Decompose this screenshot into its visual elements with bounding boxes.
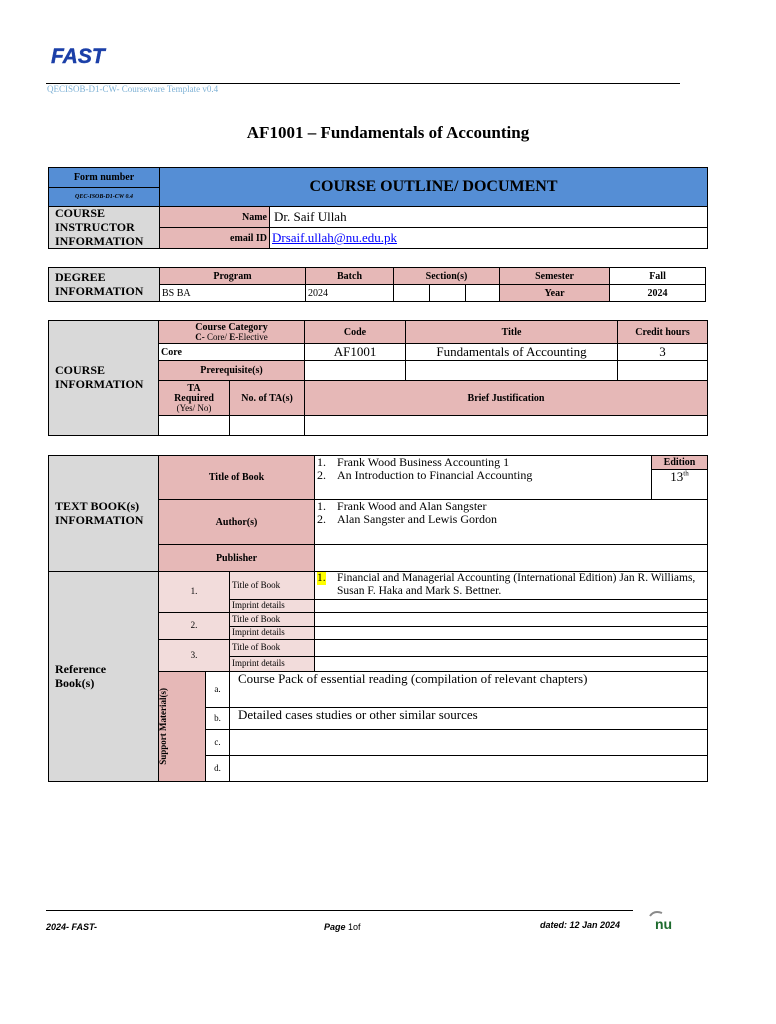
reference-imprint-value-1 bbox=[315, 600, 708, 613]
sections-label: Section(s) bbox=[394, 268, 500, 285]
textbook-title-label: Title of Book bbox=[159, 456, 315, 500]
course-outline-heading: COURSE OUTLINE/ DOCUMENT bbox=[160, 168, 708, 207]
ta-required-value bbox=[159, 416, 230, 436]
textbook-label-1: TEXT BOOK(s) bbox=[55, 498, 140, 513]
name-value: Dr. Saif Ullah bbox=[270, 207, 708, 228]
code-value: AF1001 bbox=[305, 344, 406, 361]
ta-count-label: No. of TA(s) bbox=[230, 381, 305, 416]
degree-label-2: INFORMATION bbox=[55, 283, 144, 298]
section-cell-3 bbox=[466, 285, 500, 302]
template-reference: QECISOB-D1-CW- Courseware Template v0.4 bbox=[47, 84, 219, 94]
ta-label-1: TA bbox=[187, 382, 201, 394]
prerequisite-value-1 bbox=[305, 361, 406, 381]
justification-value bbox=[305, 416, 708, 436]
textbook-label-2: INFORMATION bbox=[55, 512, 144, 527]
year-label: Year bbox=[500, 285, 610, 302]
program-label: Program bbox=[160, 268, 306, 285]
footer-page-of: of bbox=[353, 922, 361, 932]
degree-label-1: DEGREE bbox=[55, 269, 106, 284]
section-cell-1 bbox=[394, 285, 430, 302]
footer-page bbox=[324, 922, 361, 932]
degree-table bbox=[48, 267, 706, 302]
year-value: 2024 bbox=[610, 285, 706, 302]
support-letter-d: d. bbox=[206, 756, 230, 782]
footer-page-label: Page bbox=[324, 922, 349, 932]
category-value: Core bbox=[159, 344, 305, 361]
document-title: AF1001 – Fundamentals of Accounting bbox=[246, 123, 530, 142]
publisher-label: Publisher bbox=[159, 545, 315, 572]
batch-label: Batch bbox=[306, 268, 394, 285]
email-link[interactable]: Drsaif.ullah@nu.edu.pk bbox=[272, 230, 397, 246]
author-2: 2. Alan Sangster and Lewis Gordon bbox=[317, 512, 497, 527]
category-note-c: C- bbox=[195, 331, 205, 342]
prerequisite-value-3 bbox=[618, 361, 708, 381]
credit-hours-label: Credit hours bbox=[618, 321, 708, 344]
code-label: Code bbox=[305, 321, 406, 344]
support-letter-a: a. bbox=[206, 672, 230, 708]
form-number-label: Form number bbox=[49, 168, 160, 188]
reference-book-1: 1. Financial and Managerial Accounting (International Edition) Jan R. Williams, Susan F. Haka and Mark S. Bettner. bbox=[317, 572, 696, 597]
instructor-table bbox=[48, 167, 708, 249]
books-table bbox=[48, 455, 708, 782]
credit-hours-value: 3 bbox=[618, 344, 708, 361]
form-number-value: QEC-ISOB-D1-CW 0.4 bbox=[49, 188, 160, 207]
reference-num-3: 3. bbox=[159, 640, 230, 672]
course-label-1: COURSE bbox=[55, 363, 106, 378]
instructor-label: COURSE INSTRUCTOR INFORMATION bbox=[49, 207, 160, 249]
footer-dated: dated: 12 Jan 2024 bbox=[540, 920, 621, 930]
support-item-b: Detailed cases studies or other similar sources bbox=[230, 708, 708, 730]
support-material-label: Support Material(s) bbox=[158, 688, 168, 765]
svg-text:nu: nu bbox=[655, 916, 673, 932]
edition-value: 13th bbox=[652, 470, 708, 500]
program-value: BS BA bbox=[160, 285, 306, 302]
support-item-d bbox=[230, 756, 708, 782]
category-note-elective: Elective bbox=[238, 331, 268, 342]
semester-label: Semester bbox=[500, 268, 610, 285]
author-1: 1. Frank Wood and Alan Sangster bbox=[317, 499, 487, 513]
reference-imprint-value-2 bbox=[315, 627, 708, 640]
reference-title-label-3: Title of Book bbox=[230, 640, 315, 657]
reference-num-1: 1. bbox=[159, 572, 230, 613]
reference-label-2: Book(s) bbox=[55, 675, 95, 690]
textbook-title-1: 1. Frank Wood Business Accounting 1 bbox=[317, 455, 510, 469]
category-note-e: E- bbox=[229, 331, 239, 342]
reference-title-label-1: Title of Book bbox=[230, 572, 315, 600]
footer-left: 2024- FAST- bbox=[46, 922, 98, 932]
support-letter-b: b. bbox=[206, 708, 230, 730]
footer-rule bbox=[46, 910, 633, 911]
justification-label: Brief Justification bbox=[305, 381, 708, 416]
category-label: Course Category bbox=[195, 321, 268, 333]
edition-label: Edition bbox=[652, 456, 708, 470]
ta-count-value bbox=[230, 416, 305, 436]
reference-imprint-label-1: Imprint details bbox=[230, 600, 315, 613]
course-table bbox=[48, 320, 708, 436]
reference-title-label-2: Title of Book bbox=[230, 613, 315, 627]
reference-title-value-2 bbox=[315, 613, 708, 627]
publisher-value bbox=[315, 545, 708, 572]
batch-value: 2024 bbox=[306, 285, 394, 302]
support-item-c bbox=[230, 730, 708, 756]
section-cell-2 bbox=[430, 285, 466, 302]
textbook-title-2: 2. An Introduction to Financial Accounting bbox=[317, 468, 533, 483]
ta-label-2: Required bbox=[174, 392, 214, 404]
semester-value: Fall bbox=[610, 268, 706, 285]
fast-logo bbox=[50, 42, 105, 68]
title-label: Title bbox=[406, 321, 618, 344]
course-label-2: INFORMATION bbox=[55, 377, 144, 391]
category-note-core: Core/ bbox=[204, 331, 230, 342]
reference-imprint-label-2: Imprint details bbox=[230, 627, 315, 640]
nu-logo bbox=[648, 910, 676, 932]
prerequisite-label: Prerequisite(s) bbox=[159, 361, 305, 381]
name-label: Name bbox=[160, 207, 270, 228]
reference-num-2: 2. bbox=[159, 613, 230, 640]
support-item-a: Course Pack of essential reading (compilation of relevant chapters) bbox=[230, 672, 708, 708]
ta-label-3: (Yes/ No) bbox=[176, 402, 212, 413]
reference-imprint-label-3: Imprint details bbox=[230, 657, 315, 672]
footer-page-num: 1 bbox=[348, 922, 354, 932]
svg-text:FAST: FAST bbox=[51, 45, 105, 68]
email-label: email ID bbox=[160, 228, 270, 249]
title-value: Fundamentals of Accounting bbox=[406, 344, 618, 361]
reference-title-value-3 bbox=[315, 640, 708, 657]
support-letter-c: c. bbox=[206, 730, 230, 756]
reference-imprint-value-3 bbox=[315, 657, 708, 672]
reference-label-1: Reference bbox=[55, 661, 107, 676]
author-label: Author(s) bbox=[159, 500, 315, 545]
prerequisite-value-2 bbox=[406, 361, 618, 381]
